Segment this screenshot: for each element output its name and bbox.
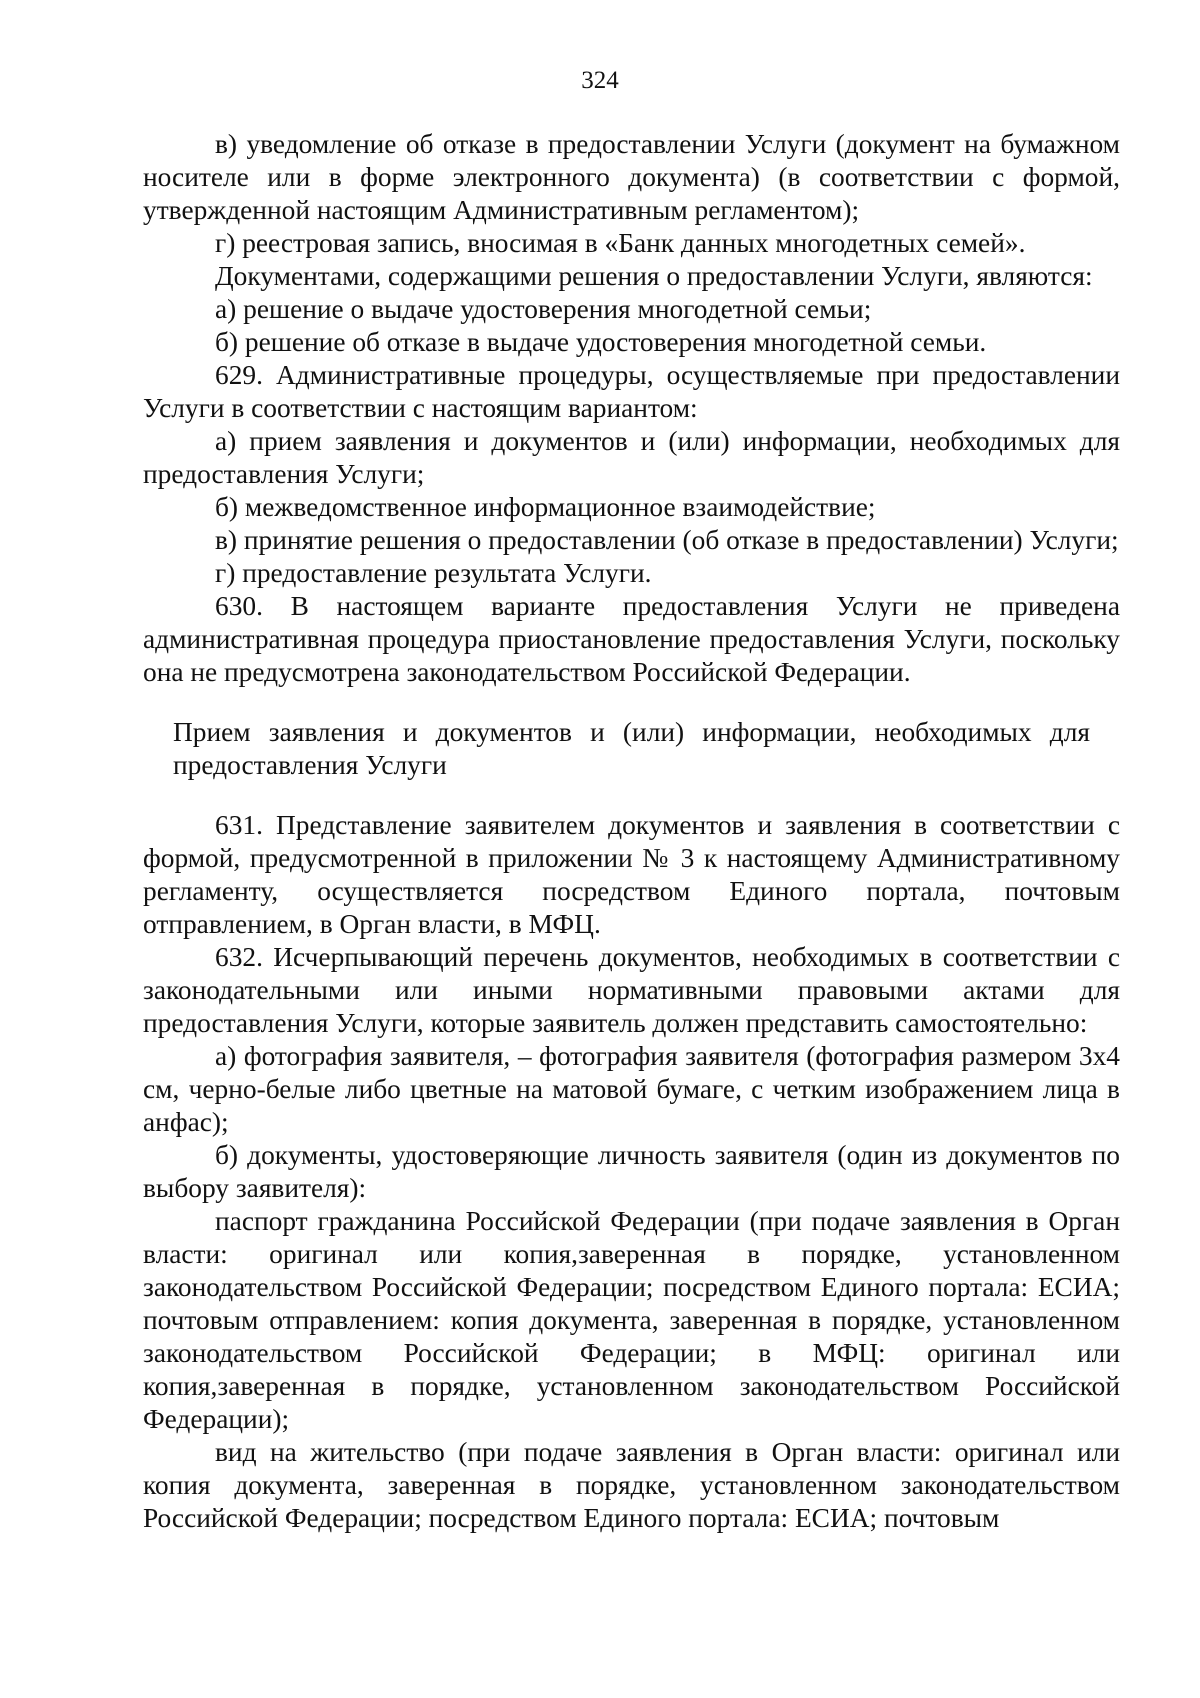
paragraph-decision-refusal: б) решение об отказе в выдаче удостоверения многодетной семьи. — [215, 327, 987, 357]
paragraph-632-b: б) документы, удостоверяющие личность заявителя (один из документов по выбору заявителя): — [143, 1140, 1120, 1203]
paragraph-residence-permit: вид на жительство (при подаче заявления в Орган власти: оригинал или копия документа, заверенная в порядке, установленном законодательством Российской Федерации; посредством Единого портала: ЕСИА; почтовым — [143, 1437, 1120, 1533]
paragraph-notice-refusal: в) уведомление об отказе в предоставлении Услуги (документ на бумажном носителе или в форме электронного документа) (в соответствии с формой, утвержденной настоящим Административным регламентом); — [143, 129, 1120, 225]
page-number: 324 — [581, 67, 619, 94]
paragraph-passport: паспорт гражданина Российской Федерации (при подаче заявления в Орган власти: оригинал или копия,заверенная в порядке, установленном законодательством Российской Федерации; посредством Единого портала: ЕСИА; почтовым отправлением: копия документа, заверенная в порядке, установленном законодательством Российской Федерации; в МФЦ: оригинал или копия,заверенная в порядке, установленном законодательством Российской Федерации); — [143, 1206, 1120, 1434]
paragraph-632-a: а) фотография заявителя, – фотография заявителя (фотография размером 3х4 см, черно-белые либо цветные на матовой бумаге, с четким изображением лица в анфас); — [143, 1041, 1120, 1137]
paragraph-629-a: а) прием заявления и документов и (или) информации, необходимых для предоставления Услуги; — [143, 426, 1120, 489]
document-body — [143, 128, 1120, 1535]
paragraph-632: 632. Исчерпывающий перечень документов, необходимых в соответствии с законодательными или иными нормативными правовыми актами для предоставления Услуги, которые заявитель должен представить самостоятельно: — [143, 942, 1120, 1038]
paragraph-629-v: в) принятие решения о предоставлении (об отказе в предоставлении) Услуги; — [215, 525, 1119, 555]
paragraph-registry-entry: г) реестровая запись, вносимая в «Банк данных многодетных семей». — [215, 228, 1026, 258]
section-heading: Прием заявления и документов и (или) информации, необходимых для предоставления Услуги — [173, 717, 1090, 780]
paragraph-630: 630. В настоящем варианте предоставления Услуги не приведена административная процедура приостановление предоставления Услуги, поскольку она не предусмотрена законодательством Российской Федерации. — [143, 591, 1120, 687]
paragraph-629-g: г) предоставление результата Услуги. — [215, 558, 652, 588]
paragraph-631: 631. Представление заявителем документов и заявления в соответствии с формой, предусмотренной в приложении № 3 к настоящему Административному регламенту, осуществляется посредством Единого портала, почтовым отправлением, в Орган власти, в МФЦ. — [143, 810, 1120, 939]
paragraph-decision-documents: Документами, содержащими решения о предоставлении Услуги, являются: — [215, 261, 1093, 291]
paragraph-629-b: б) межведомственное информационное взаимодействие; — [215, 492, 876, 522]
paragraph-decision-issue: а) решение о выдаче удостоверения многодетной семьи; — [215, 294, 872, 324]
paragraph-629: 629. Административные процедуры, осуществляемые при предоставлении Услуги в соответствии с настоящим вариантом: — [143, 360, 1120, 423]
